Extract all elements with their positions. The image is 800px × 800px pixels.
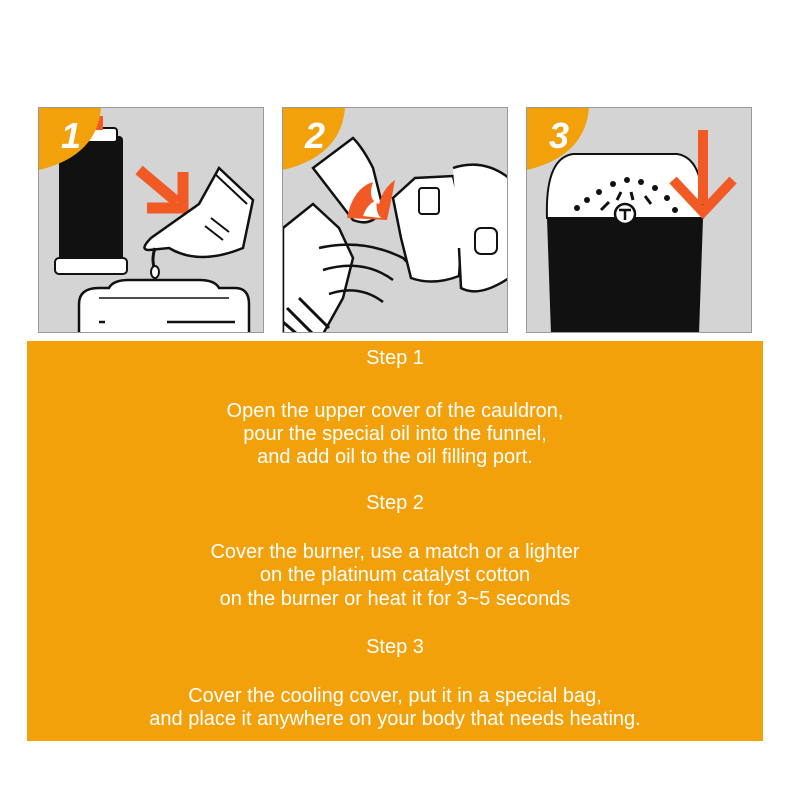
step-1-heading: Step 1 — [366, 347, 424, 369]
step-3-line-1: Cover the cooling cover, put it in a special bag, — [188, 685, 602, 707]
step-2-line-1: Cover the burner, use a match or a lighter — [210, 541, 580, 563]
step-1-line-3: and add oil to the oil filling port. — [257, 446, 533, 468]
step-2-illustration — [282, 107, 508, 333]
step-3-heading: Step 3 — [366, 636, 424, 658]
pour-arrow-icon — [139, 170, 183, 208]
step-2-line-2: on the platinum catalyst cotton — [259, 564, 531, 586]
step-2-line-3: on the burner or heat it for 3~5 seconds — [219, 588, 571, 610]
step-3-line-2: and place it anywhere on your body that needs heating. — [149, 708, 641, 730]
step-1-line-1: Open the upper cover of the cauldron, — [226, 400, 564, 422]
step-1-number: 1 — [60, 115, 82, 156]
step-3-illustration — [526, 107, 752, 333]
funnel-icon — [79, 280, 249, 333]
instructions-box — [27, 341, 763, 741]
step-1-line-2: pour the special oil into the funnel, — [243, 423, 547, 445]
hand-icon — [283, 138, 413, 333]
step-2-number: 2 — [304, 115, 326, 156]
step-2-heading: Step 2 — [366, 492, 424, 514]
hand-warmer-icon — [393, 165, 508, 292]
step-1-illustration — [38, 107, 264, 333]
step-3-number: 3 — [548, 115, 570, 156]
